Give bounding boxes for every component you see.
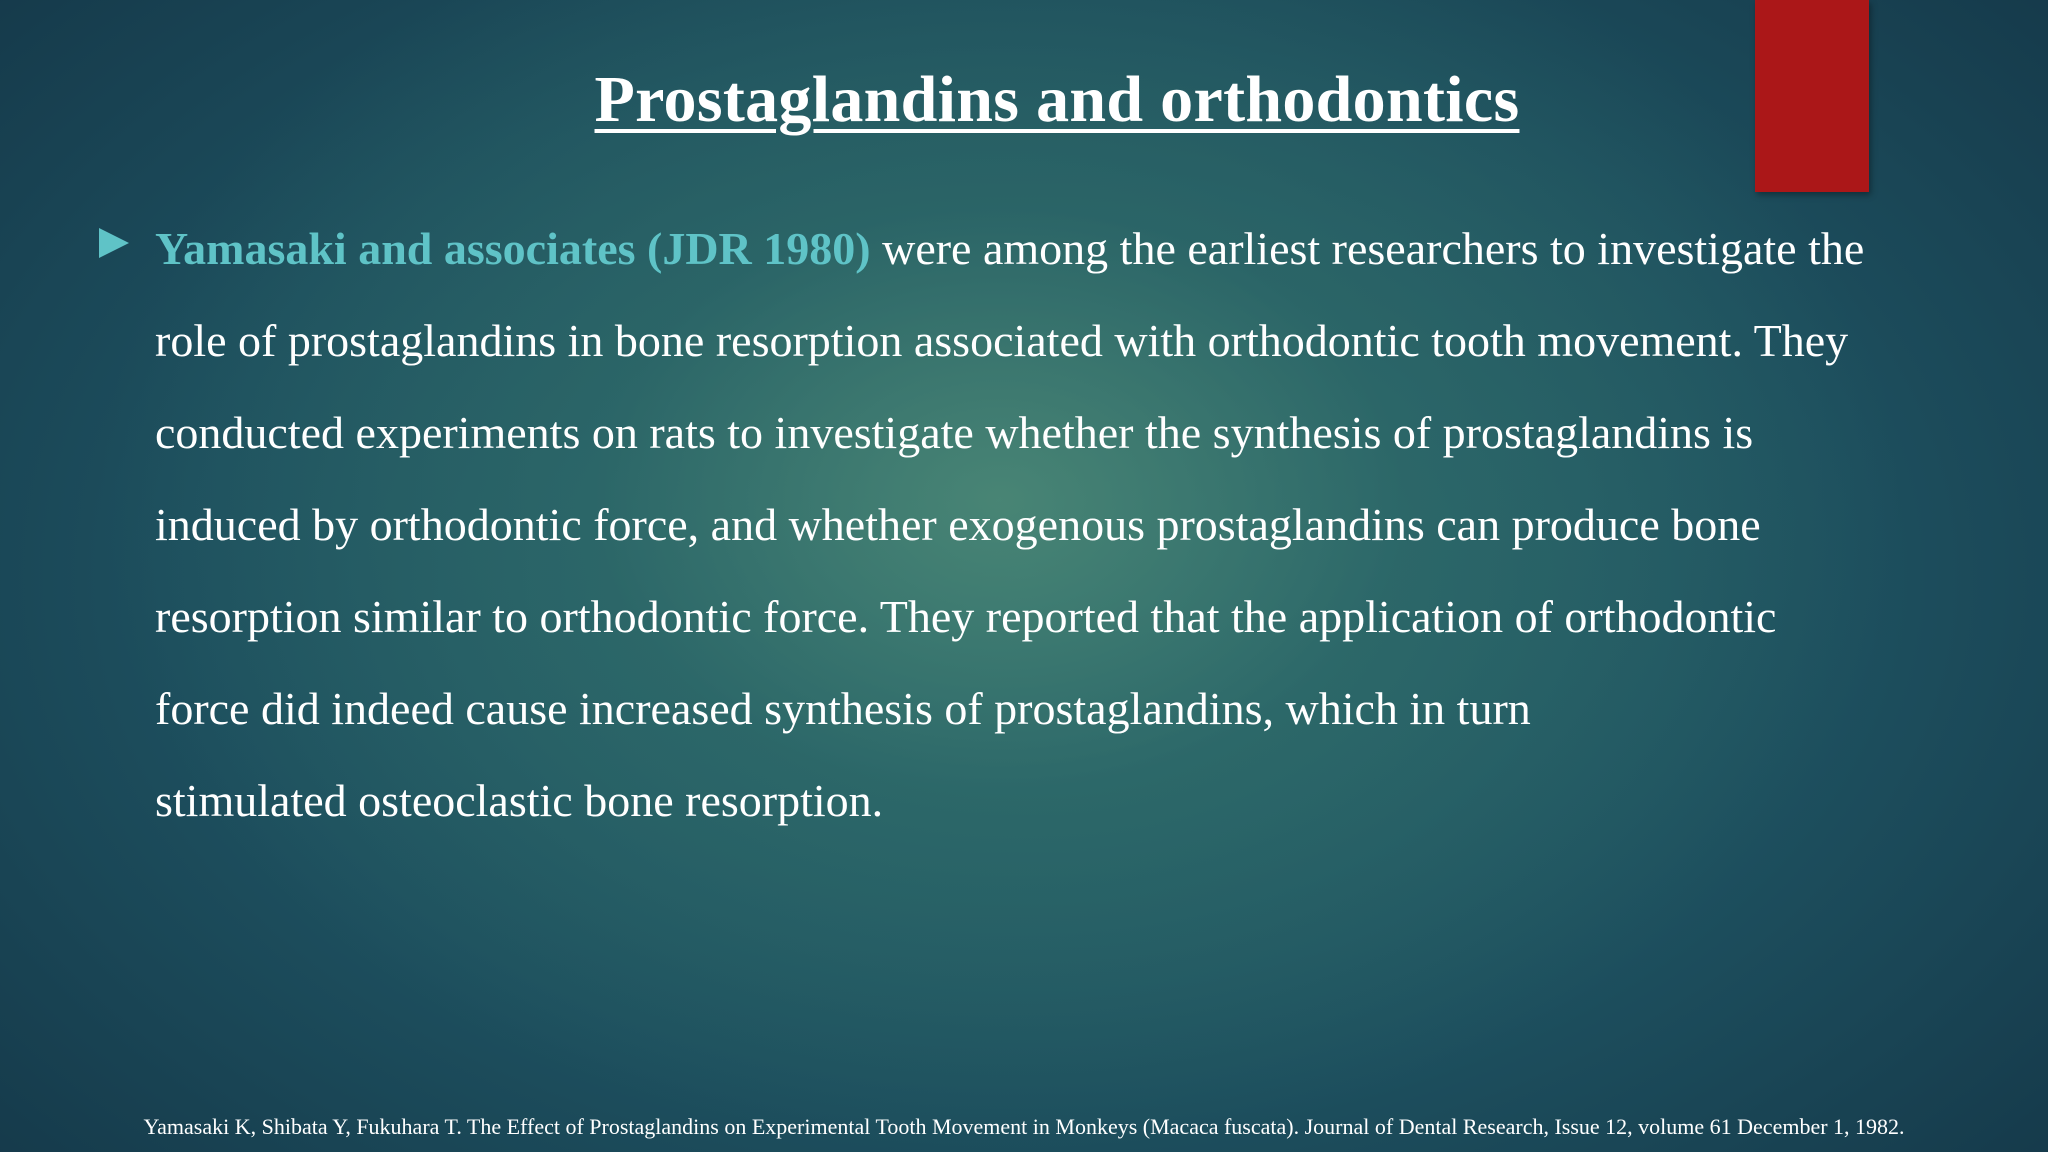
bullet-line-7: stimulated osteoclastic bone resorption. (155, 775, 884, 826)
bullet-line-1 (155, 203, 2048, 295)
bullet-line-6: force did indeed cause increased synthesis of prostaglandins, which in turn (155, 683, 1531, 734)
bullet-line-5: resorption similar to orthodontic force. They reported that the application of orthodontic (155, 591, 1777, 642)
reference-footnote: Yamasaki K, Shibata Y, Fukuhara T. The Effect of Prostaglandins on Experimental Tooth Movement in Monkeys (Macaca fuscata). Journal of Dental Research, Issue 12, volume 61 December 1, 1982. (143, 1114, 1905, 1139)
title-container (0, 60, 2048, 140)
bullet-line-4: induced by orthodontic force, and whether exogenous prostaglandins can produce bone (155, 499, 1761, 550)
slide-title: Prostaglandins and orthodontics (594, 63, 1520, 136)
bullet-paragraph (155, 203, 2048, 847)
bullet-line-3: conducted experiments on rats to investigate whether the synthesis of prostaglandins is (155, 407, 1754, 458)
highlighted-citation: Yamasaki and associates (JDR 1980) (155, 223, 871, 274)
bullet-line-2: role of prostaglandins in bone resorption associated with orthodontic tooth movement. They (155, 315, 1849, 366)
triangle-right-icon (99, 228, 129, 258)
bullet-line-1-rest: were among the earliest researchers to investigate the (870, 223, 1865, 274)
